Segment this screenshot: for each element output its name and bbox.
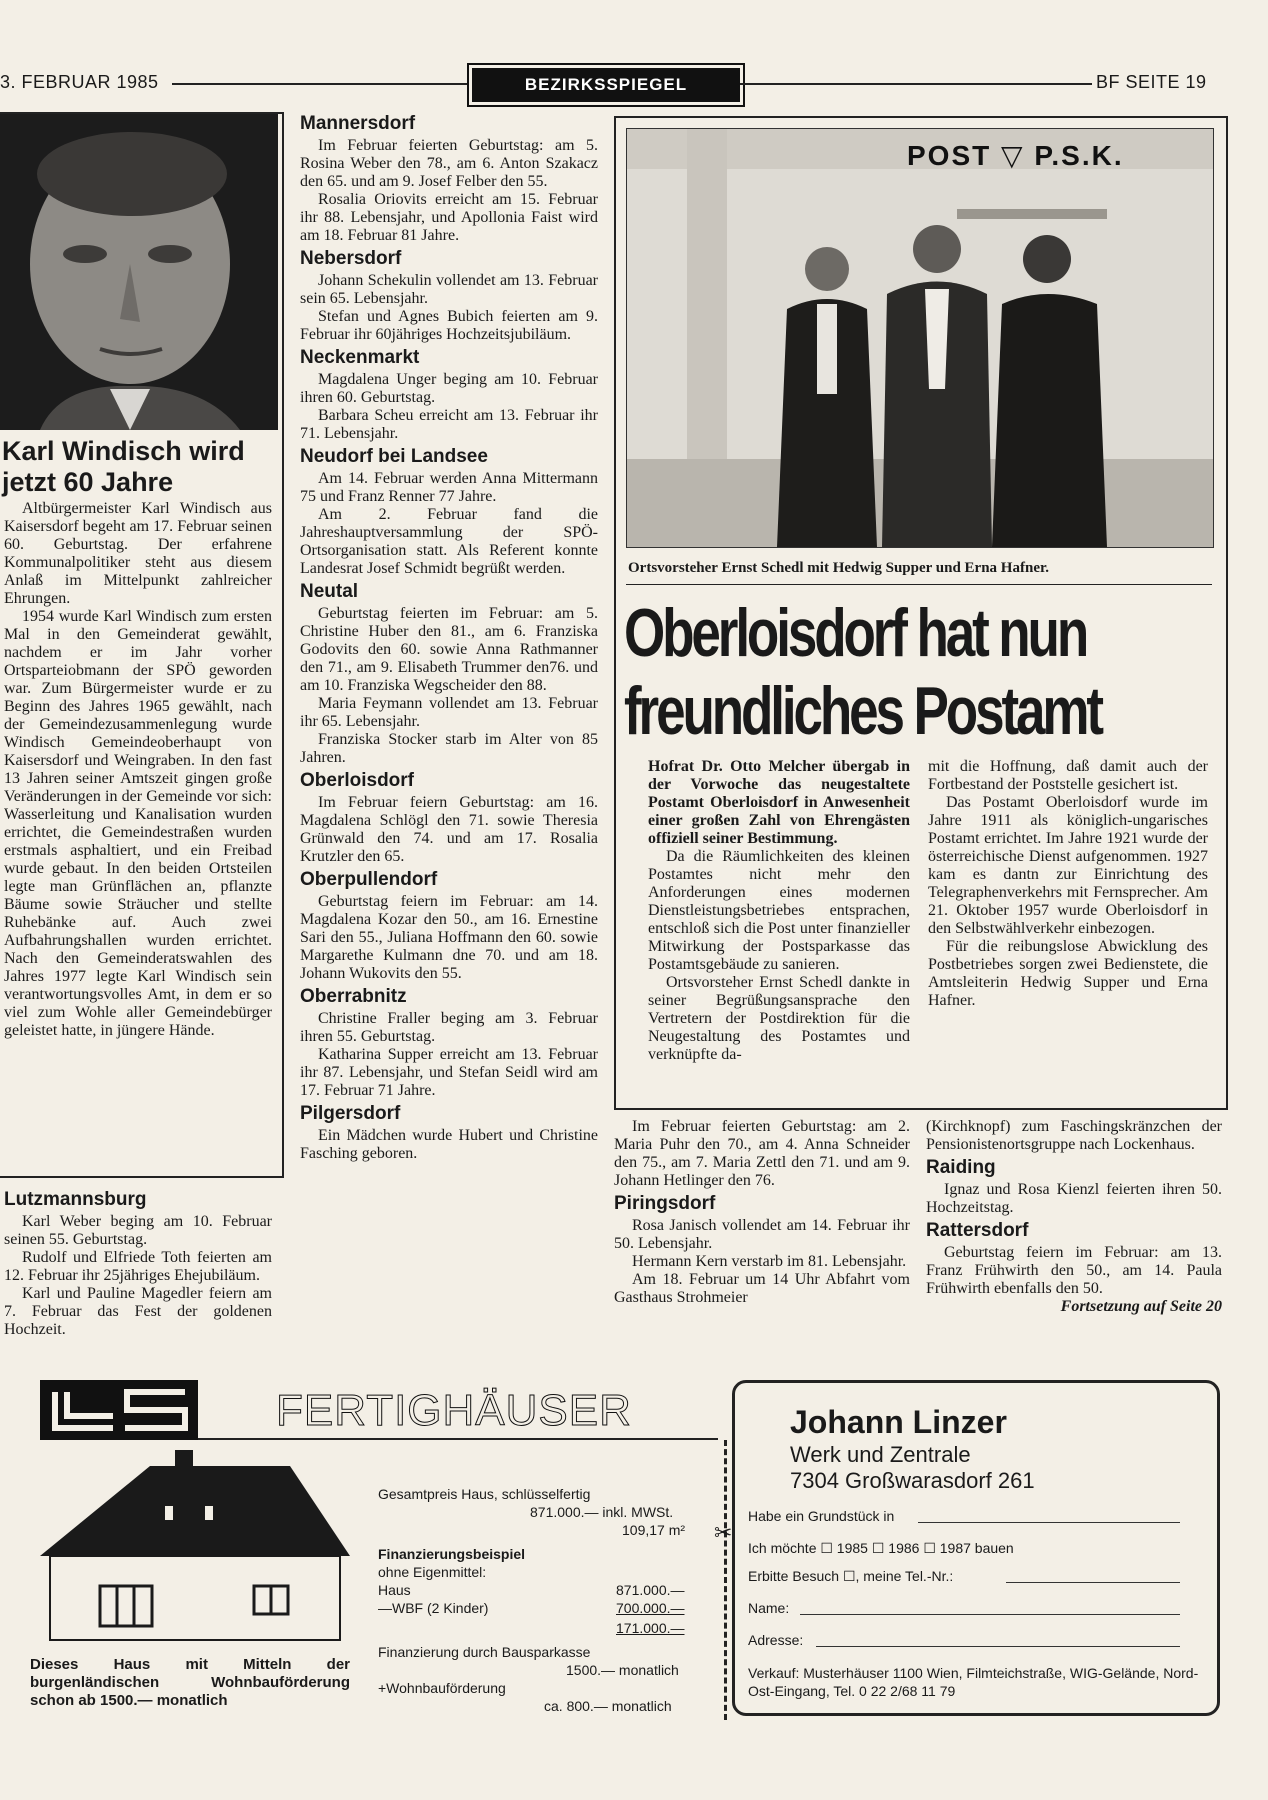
place-paragraph: Rosalia Oriovits erreicht am 15. Februar ihr 88. Lebensjahr, und Apollonia Faist wird am 18. Februar 81 Jahre.: [300, 191, 598, 244]
place-heading: Neckenmarkt: [300, 347, 420, 368]
company-sub: Werk und Zentrale: [790, 1442, 971, 1467]
name-line[interactable]: [800, 1614, 1180, 1615]
fin-row-label: —WBF (2 Kinder): [378, 1600, 489, 1616]
post-col1: [648, 758, 910, 1064]
cut-line: [724, 1440, 727, 1720]
place-paragraph: Ignaz und Rosa Kienzl feierten ihren 50. Hochzeitstag.: [926, 1181, 1222, 1216]
coupon-adresse: Adresse:: [748, 1632, 804, 1648]
windisch-headline-line1: Karl Windisch wird: [2, 436, 245, 466]
windisch-article: [4, 500, 272, 1040]
price-value: 871.000.— inkl. MWSt.: [530, 1504, 674, 1520]
place-heading: Oberloisdorf: [300, 770, 415, 791]
place-paragraph: Franziska Stocker starb im Alter von 85 Jahren.: [300, 731, 598, 766]
place-paragraph: Am 2. Februar fand die Jahreshauptversammlung der SPÖ-Ortsorganisation statt. Als Referent konnte Landesrat Josef Schmidt begrüßt werden.: [300, 506, 598, 577]
lutzmannsburg-paragraph: Rudolf und Elfriede Toth feierten am 12. Februar ihr 25jähriges Ehejubiläum.: [4, 1249, 272, 1284]
lutzmannsburg-paragraph: Karl Weber beging am 10. Februar seinen 55. Geburtstag.: [4, 1213, 272, 1248]
place-paragraph: Geburtstag feierten im Februar: am 5. Christine Huber den 81., am 6. Franziska Godovits den 60. sowie Anna Rathmanner den 71., am 9. Elisabeth Trummer den76. und am 10. Franziska Wegscheider den 88.: [300, 605, 598, 694]
fin-title: Finanzierungsbeispiel: [378, 1546, 526, 1562]
company-address: 7304 Großwarasdorf 261: [790, 1468, 1035, 1493]
place-paragraph: Am 14. Februar werden Anna Mittermann 75 und Franz Renner 77 Jahre.: [300, 470, 598, 505]
post-headline-line2: freundliches Postamt: [624, 673, 1101, 749]
coupon-bauen[interactable]: Ich möchte ☐ 1985 ☐ 1986 ☐ 1987 bauen: [748, 1540, 1014, 1556]
bauspar-value: 1500.— monatlich: [566, 1662, 679, 1678]
bauspar-label: Finanzierung durch Bausparkasse: [378, 1644, 591, 1660]
middle-column: [300, 110, 598, 1163]
grundstueck-line[interactable]: [918, 1522, 1180, 1523]
continuation-note: Fortsetzung auf Seite 20: [1060, 1298, 1222, 1315]
fin-row-label: Haus: [378, 1582, 411, 1598]
post-sign: POST ▽ P.S.K.: [907, 140, 1124, 171]
ls-logo: [40, 1380, 198, 1440]
lutzmannsburg-heading: Lutzmannsburg: [4, 1189, 147, 1210]
post-lead: Hofrat Dr. Otto Melcher übergab in der Vorwoche das neugestaltete Postamt Oberloisdorf in Anwesenheit einer großen Zahl von Ehrengästen offiziell seiner Bestimmung.: [648, 758, 910, 847]
windisch-paragraph: 1954 wurde Karl Windisch zum ersten Mal in den Gemeinderat gewählt, nachdem er im Jahr vorher Ortsparteiobmann der SPÖ geworden war. Zum Bürgermeister wurde er zu Beginn des Jahres 1965 gewählt, nach der Gemeindezusammenlegung wurde Windisch Gemeindeoberhaupt von Kaisersdorf und Weingraben. In den fast 13 Jahren seiner Amtszeit gingen große Veränderungen in der Gemeinde vor sich: Wasserleitung und Kanalisation wurden errichtet, die Gemeindestraßen wurden erstmals asphaltiert, und ein Freibad wurde gebaut. In den beiden Ortsteilen legte man Grünflächen an, pflanzte Bäume sowie Sträucher und stellte Ruhebänke auf. Auch zwei Aufbahrungshallen wurden errichtet. Nach den Gemeinderatswahlen des Jahres 1977 legte Karl Windisch sein verantwortungsvolles Amt, in dem er so viel zum Wohle aller Gemeindebürger geleistet hatte, in jüngere Hände.: [4, 608, 272, 1039]
place-paragraph: Rosa Janisch vollendet am 14. Februar ihr 50. Lebensjahr.: [614, 1217, 910, 1252]
windisch-headline: [2, 436, 278, 498]
verkauf-info: Verkauf: Musterhäuser 1100 Wien, Filmteichstraße, WIG-Gelände, Nord-Ost-Eingang, Tel. 0 22 2/68 11 79: [748, 1665, 1199, 1699]
scissors-icon: ✂: [714, 1520, 733, 1545]
lutzmannsburg-section: [4, 1186, 272, 1339]
place-paragraph: Im Februar feierten Geburtstag: am 2. Maria Puhr den 70., am 4. Anna Schneider den 75., am 7. Maria Zettl den 71. und am 9. Johann Hetlinger den 76.: [614, 1118, 910, 1189]
place-paragraph: Hermann Kern verstarb im 81. Lebensjahr.: [632, 1253, 907, 1270]
price-label: Gesamtpreis Haus, schlüsselfertig: [378, 1486, 591, 1502]
post-paragraph: Da die Räumlichkeiten des kleinen Postamtes nicht mehr den Anforderungen eines modernen Dienstleistungsbetriebes entsprachen, entschloß sich die Post unter finanzieller Mitwirkung der Postsparkasse das Postamtsgebäude zu sanieren.: [648, 848, 910, 973]
place-paragraph: Magdalena Unger beging am 10. Februar ihren 60. Geburtstag.: [300, 371, 598, 406]
place-heading: Neutal: [300, 581, 359, 602]
place-heading: Oberrabnitz: [300, 986, 407, 1007]
ls-logo-mark: [49, 1388, 189, 1432]
price-per-m2: 109,17 m²: [622, 1522, 686, 1538]
portrait-image: [0, 114, 278, 430]
place-paragraph: Ein Mädchen wurde Hubert und Christine Fasching geboren.: [300, 1127, 598, 1162]
place-heading: Pilgersdorf: [300, 1103, 401, 1124]
header-page: BF SEITE 19: [1096, 72, 1207, 92]
coupon-name: Name:: [748, 1600, 790, 1616]
place-heading: Nebersdorf: [300, 248, 402, 269]
header-date: 3. FEBRUAR 1985: [0, 72, 159, 92]
company-name: Johann Linzer: [790, 1404, 1007, 1440]
lower-right-col2: [926, 1118, 1222, 1316]
place-heading: Oberpullendorf: [300, 869, 438, 890]
tel-line[interactable]: [1006, 1582, 1180, 1583]
place-paragraph: Geburtstag feiern im Februar: am 14. Magdalena Kozar den 50., am 16. Ernestine Sari den 55., Juliana Hoffmann den 60. sowie Margarethe Kulmann dne 70. und am 18. Johann Wukovits den 55.: [300, 893, 598, 982]
place-paragraph: Katharina Supper erreicht am 13. Februar ihr 87. Lebensjahr, und Stefan Seidl wird am 17. Februar 71 Jahre.: [300, 1046, 598, 1099]
lower-right-col1: [614, 1118, 910, 1307]
fin-row-value: 700.000.—: [616, 1600, 685, 1616]
house-illustration: [30, 1446, 360, 1642]
house-drawing: [30, 1446, 360, 1642]
place-paragraph: Am 18. Februar um 14 Uhr Abfahrt vom Gasthaus Strohmeier: [614, 1271, 910, 1306]
caption-rule: [626, 584, 1212, 585]
section-badge: [472, 68, 740, 102]
post-paragraph: Das Postamt Oberloisdorf wurde im Jahre 1911 als königlich-ungarisches Postamt errichtet. Im Jahre 1921 wurde der österreichische Dienst aufgenommen. 1927 kam es dantn zur Einrichtung des Telegraphenverkehrs mit Fernsprecher. Am 21. Oktober 1957 wurde Oberloisdorf in den Selbstwählverkehr einbezogen.: [928, 794, 1208, 937]
fin-subtitle: ohne Eigenmittel:: [378, 1564, 487, 1580]
fin-row-value: 871.000.—: [616, 1582, 685, 1598]
post-photo-image: [627, 129, 1213, 547]
windisch-portrait: [0, 114, 278, 430]
coupon-besuch[interactable]: Erbitte Besuch ☐, meine Tel.-Nr.:: [748, 1568, 954, 1584]
fin-row-value: 171.000.—: [616, 1620, 685, 1636]
place-paragraph: Johann Schekulin vollendet am 13. Februar sein 65. Lebensjahr.: [300, 272, 598, 307]
post-photo: [626, 128, 1214, 548]
post-paragraph: Ortsvorsteher Ernst Schedl dankte in seiner Begrüßungsansprache den Vertretern der Postdirektion für die Neugestaltung des Postamtes und verknüpfte da-: [648, 974, 910, 1063]
ad-title: FERTIGHÄUSER: [276, 1386, 632, 1435]
post-col2: [928, 758, 1208, 1010]
post-headline-line1: Oberloisdorf hat nun: [624, 595, 1087, 671]
windisch-paragraph: Altbürgermeister Karl Windisch aus Kaisersdorf begeht am 17. Februar seinen 60. Geburtstag. Der erfahrene Kommunalpolitiker steht aus diesem Anlaß im Mittelpunkt zahlreicher Ehrungen.: [4, 500, 272, 607]
place-paragraph: Im Februar feiern Geburtstag: am 16. Magdalena Schlögl den 71. sowie Theresia Grünwald den 74. und am 17. Rosalia Krutzler den 65.: [300, 794, 598, 865]
place-paragraph: Geburtstag feiern im Februar: am 13. Franz Frühwirth den 50., am 14. Paula Frühwirth ebenfalls den 50.: [926, 1244, 1222, 1297]
post-photo-caption: Ortsvorsteher Ernst Schedl mit Hedwig Supper und Erna Hafner.: [628, 560, 1050, 576]
place-heading: Mannersdorf: [300, 113, 416, 134]
raiding-heading: Raiding: [926, 1157, 996, 1178]
place-paragraph: Stefan und Agnes Bubich feierten am 9. Februar ihr 60jähriges Hochzeitsjubiläum.: [300, 308, 598, 343]
place-paragraph: Maria Feymann vollendet am 13. Februar ihr 65. Lebensjahr.: [300, 695, 598, 730]
place-heading: Neudorf bei Landsee: [300, 446, 488, 467]
piringsdorf-heading: Piringsdorf: [614, 1193, 716, 1214]
adresse-line[interactable]: [816, 1646, 1180, 1647]
place-paragraph: Im Februar feierten Geburtstag: am 5. Rosina Weber den 78., am 6. Anton Szakacz den 65. und am 9. Josef Felber den 55.: [300, 137, 598, 190]
post-paragraph: Für die reibungslose Abwicklung des Postbetriebes sorgen zwei Bedienstete, die Amtsleiterin Hedwig Supper und Erna Hafner.: [928, 938, 1208, 1009]
section-title: BEZIRKSSPIEGEL: [524, 75, 688, 94]
place-paragraph: (Kirchknopf) zum Faschingskränzchen der Pensionistenortsgruppe nach Lockenhaus.: [926, 1118, 1222, 1153]
header-rule-right: [740, 83, 1092, 85]
lutzmannsburg-paragraph: Karl und Pauline Magedler feiern am 7. Februar das Fest der goldenen Hochzeit.: [4, 1285, 272, 1338]
rattersdorf-heading: Rattersdorf: [926, 1220, 1029, 1241]
post-headline: [624, 594, 1101, 750]
post-paragraph: mit die Hoffnung, daß damit auch der Fortbestand der Poststelle gesichert ist.: [928, 758, 1208, 793]
house-caption: Dieses Haus mit Mitteln der burgenländischen Wohnbauförderung schon ab 1500.— monatlich: [30, 1656, 350, 1709]
windisch-headline-line2: jetzt 60 Jahre: [2, 467, 174, 497]
coupon-grundstueck: Habe ein Grundstück in: [748, 1508, 895, 1524]
place-paragraph: Christine Fraller beging am 3. Februar ihren 55. Geburtstag.: [300, 1010, 598, 1045]
wbf-value: ca. 800.— monatlich: [544, 1698, 672, 1714]
wbf-label: +Wohnbauförderung: [378, 1680, 506, 1696]
place-paragraph: Barbara Scheu erreicht am 13. Februar ihr 71. Lebensjahr.: [300, 407, 598, 442]
header-rule-left: [172, 83, 470, 85]
ad-title-rule: [198, 1438, 718, 1440]
